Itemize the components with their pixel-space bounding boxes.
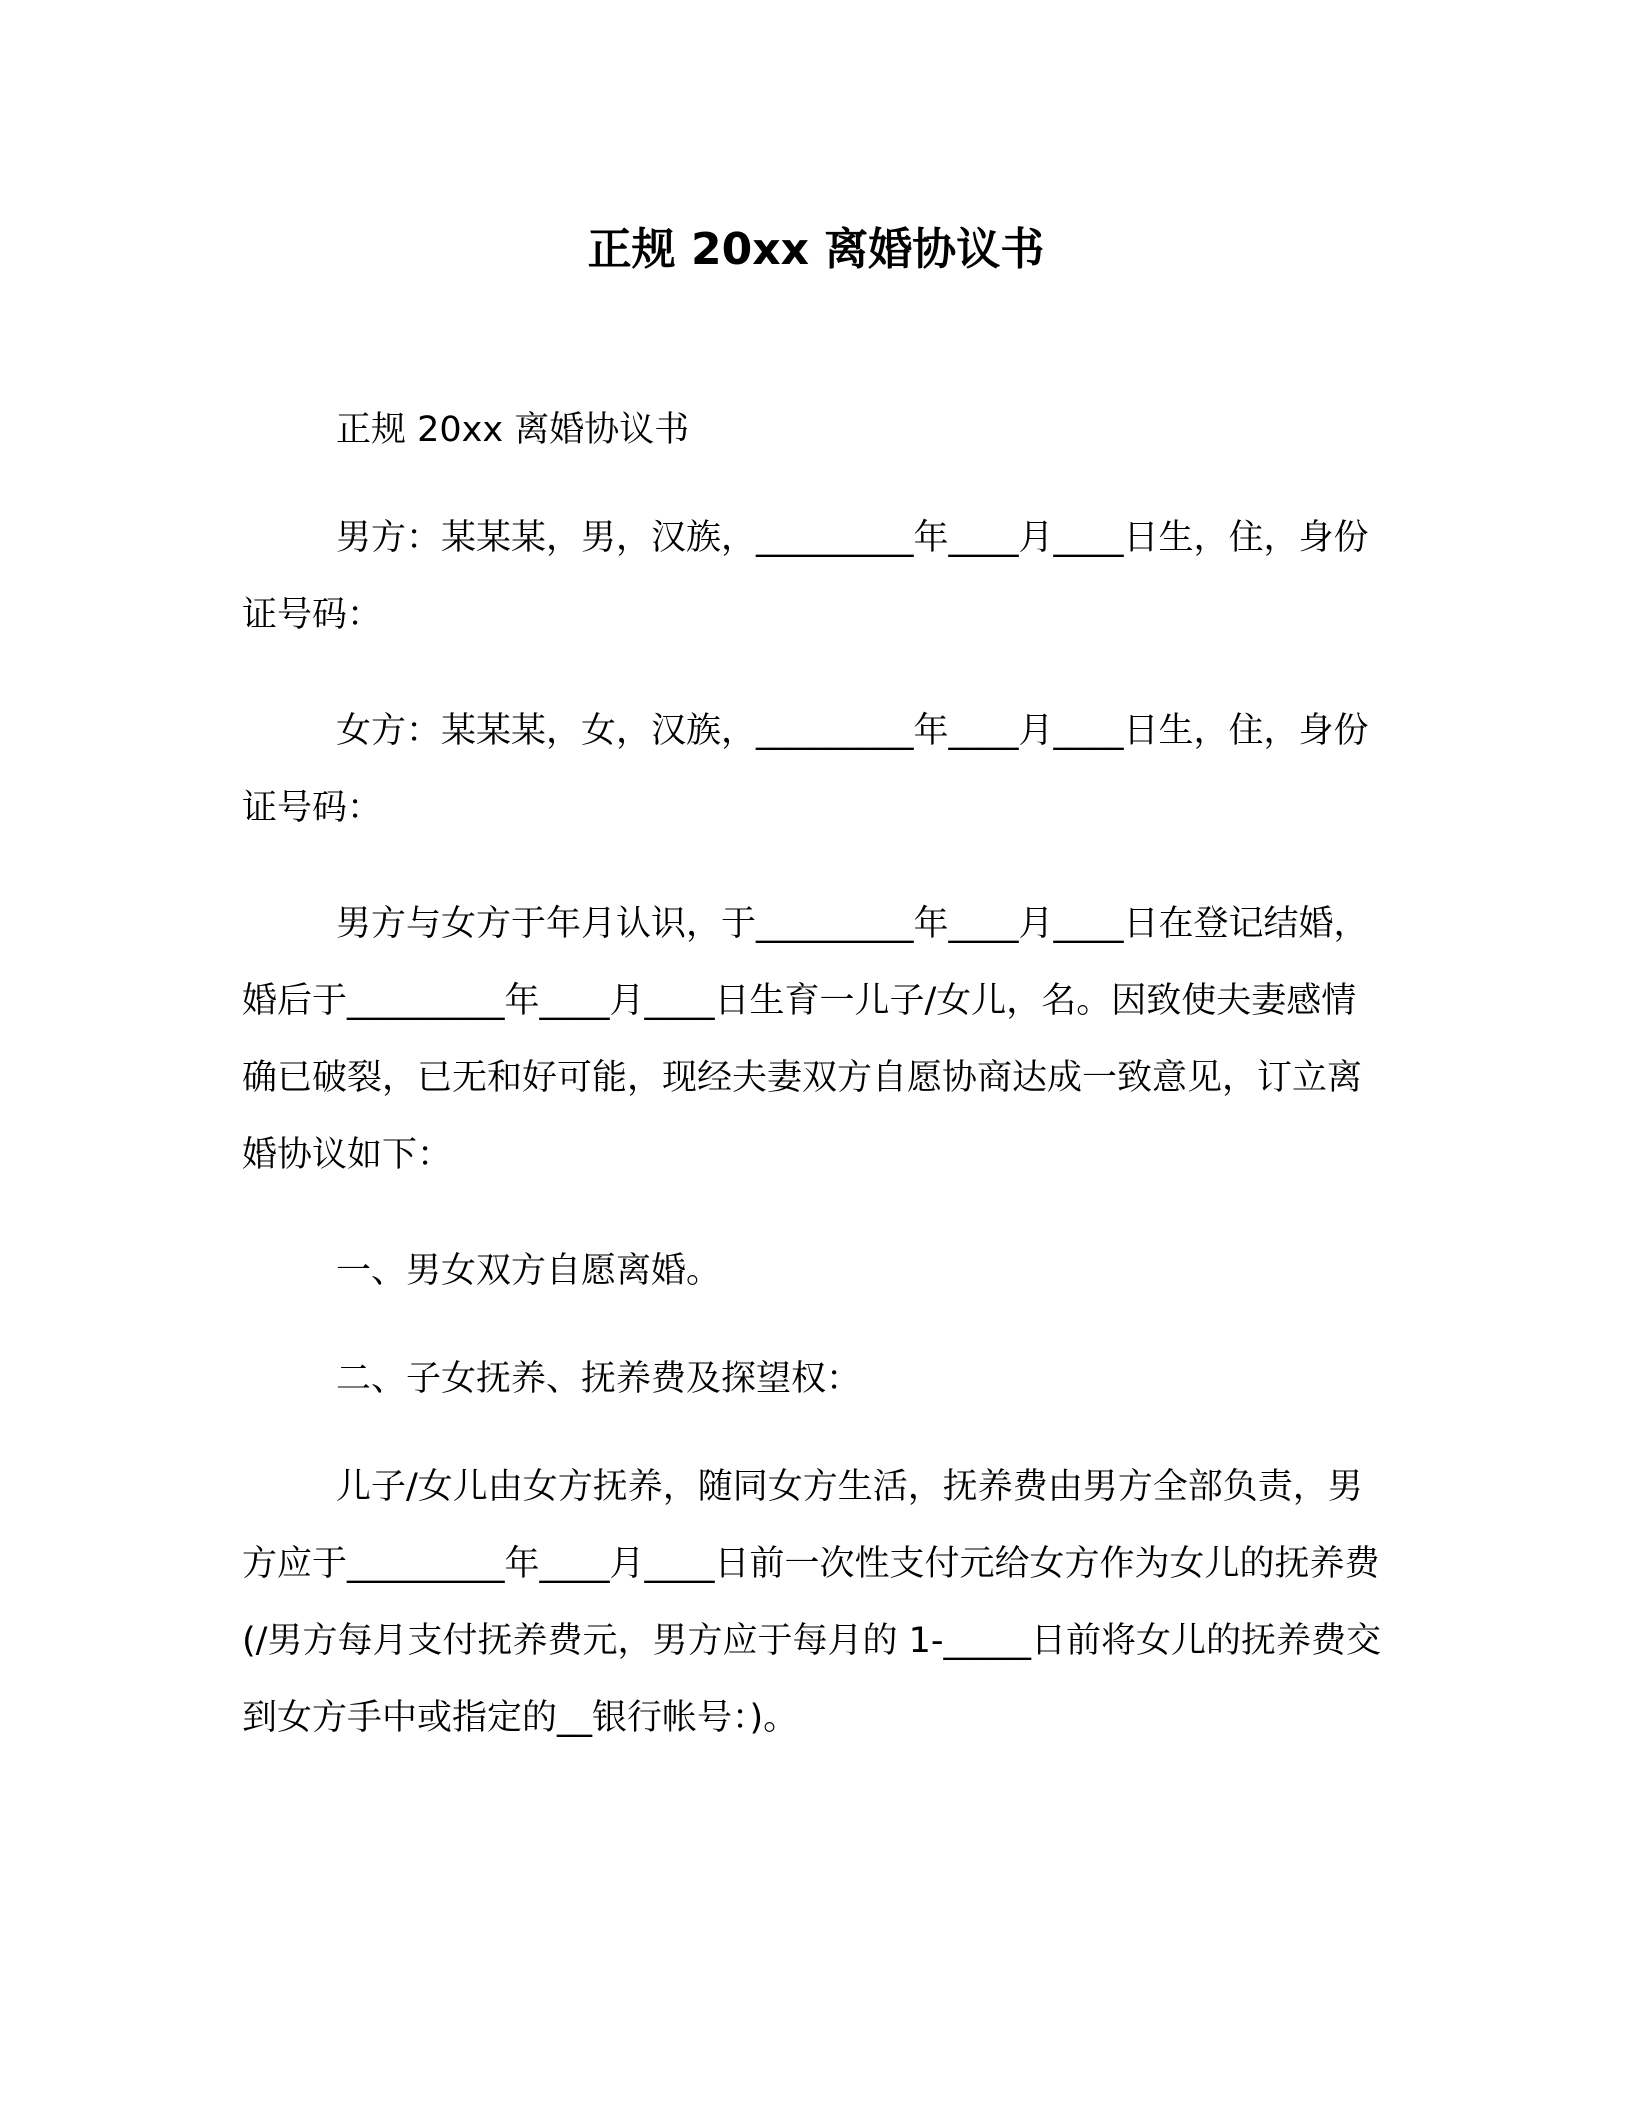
document-title: 正规 20xx 离婚协议书 [587,224,1045,275]
paragraph-subtitle: 正规 20xx 离婚协议书 [336,410,690,450]
paragraph-clause-two: 二、子女抚养、抚养费及探望权： [336,1359,862,1399]
document-body [242,392,1390,1796]
paragraph-male-party: 男方：某某某，男，汉族，_________年____月____日生，住，身份证号码： [242,518,1369,635]
paragraph-clause-one: 一、男女双方自愿离婚。 [336,1251,722,1291]
paragraph-marriage-background: 男方与女方于年月认识，于_________年____月____日在登记结婚，婚后于_________年____月____日生育一儿子/女儿，名。因致使夫妻感情确已破裂，已无和好可能，现经夫妻双方自愿协商达成一致意见，订立离婚协议如下： [242,904,1369,1175]
paragraph-female-party: 女方：某某某，女，汉族，_________年____月____日生，住，身份证号码： [242,711,1369,828]
paragraph-child-support: 儿子/女儿由女方抚养，随同女方生活，抚养费由男方全部负责，男方应于_________年____月____日前一次性支付元给女方作为女儿的抚养费(/男方每月支付抚养费元，男方应于每月的 1-_____日前将女儿的抚养费交到女方手中或指定的__银行帐号：)。 [242,1467,1381,1738]
